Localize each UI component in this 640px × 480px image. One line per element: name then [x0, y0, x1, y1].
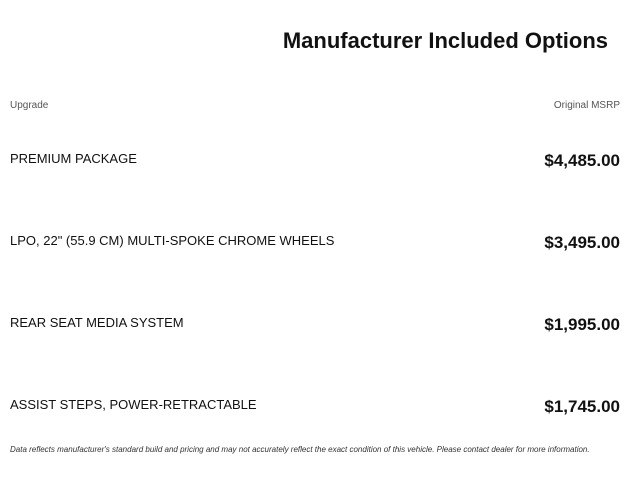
options-list	[10, 143, 620, 471]
msrp-column-header: Original MSRP	[553, 100, 620, 111]
option-name: LPO, 22" (55.9 CM) MULTI-SPOKE CHROME WHEELS	[10, 233, 335, 248]
option-name: ASSIST STEPS, POWER-RETRACTABLE	[10, 397, 257, 412]
option-row	[10, 225, 620, 307]
option-row	[10, 143, 620, 225]
disclaimer-text: Data reflects manufacturer's standard build and pricing and may not accurately reflect the exact condition of this vehicle. Please contact dealer for more information.	[10, 445, 590, 454]
option-name: REAR SEAT MEDIA SYSTEM	[10, 315, 184, 330]
option-row	[10, 307, 620, 389]
column-headers	[10, 100, 620, 111]
page-title: Manufacturer Included Options	[282, 28, 608, 53]
option-price: $1,745.00	[544, 397, 620, 416]
option-name: PREMIUM PACKAGE	[10, 151, 137, 166]
option-price: $3,495.00	[544, 233, 620, 252]
upgrade-column-header: Upgrade	[10, 100, 49, 111]
option-row	[10, 389, 620, 471]
option-price: $1,995.00	[544, 315, 620, 334]
option-price: $4,485.00	[544, 151, 620, 170]
